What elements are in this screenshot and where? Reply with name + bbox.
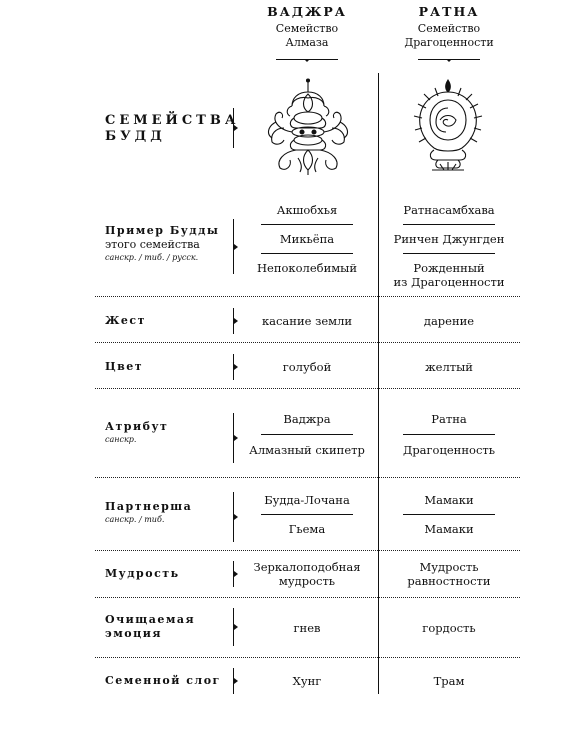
cell-line: Непоколебимый [257, 261, 357, 275]
cell-gesture-vajra: касание земли [261, 314, 353, 328]
cell-line: Рожденный [413, 261, 485, 275]
row-separator [95, 296, 520, 297]
cell-line: Акшобхья [276, 203, 338, 217]
cell-line: Гьема [288, 522, 326, 536]
column-title: РАТНА [418, 4, 480, 19]
cell-color-vajra: голубой [282, 360, 332, 374]
row-label-title: Жест [105, 314, 146, 327]
row-label-title: Мудрость [105, 567, 180, 580]
cell-wisdom-ratna [379, 560, 519, 588]
cell-line: Мамаки [424, 493, 474, 507]
column-subtitle-line: Драгоценности [404, 36, 494, 49]
row-separator [95, 342, 520, 343]
header-rule [276, 59, 338, 60]
column-divider [378, 73, 379, 694]
cell-color-ratna: желтый [425, 360, 473, 374]
row-label-title: Цвет [105, 360, 144, 373]
column-subtitle-line: Семейство [417, 22, 481, 35]
cell-rule [261, 434, 353, 435]
cell-line: Будда-Лочана [264, 493, 350, 507]
row-label-gesture [105, 314, 146, 328]
cell-syllable-ratna: Трам [433, 674, 465, 688]
row-label-buddha [105, 224, 219, 264]
cell-line: Ратнасамбхава [403, 203, 495, 217]
row-label-syllable [105, 674, 221, 688]
cell-gesture-ratna: дарение [423, 314, 475, 328]
cell-rule [261, 253, 353, 254]
cell-line: Мудрость [419, 560, 479, 574]
row-label-note: санскр. / тиб. [105, 515, 165, 524]
cell-line: Зеркалоподобная [253, 560, 361, 574]
cell-line: Ратна [431, 412, 467, 426]
row-separator [95, 388, 520, 389]
column-header-vajra [237, 4, 377, 60]
cell-syllable-vajra: Хунг [292, 674, 322, 688]
row-label-title: Атрибут [105, 420, 169, 433]
cell-consort-ratna [379, 493, 519, 536]
cell-line: Мамаки [424, 522, 474, 536]
row-label-line: СЕМЕЙСТВА [105, 113, 240, 128]
cell-line: Алмазный скипетр [249, 443, 365, 457]
row-label-title: Семенной слог [105, 674, 221, 687]
row-label-wisdom [105, 567, 180, 581]
cell-rule [261, 514, 353, 515]
row-label-families [105, 113, 239, 145]
row-label-color [105, 360, 143, 374]
cell-line: Ринчен Джунгден [393, 232, 505, 246]
row-label-title: Пример Будды [105, 224, 220, 237]
column-subtitle-line: Семейство [275, 22, 339, 35]
cell-rule [261, 224, 353, 225]
row-bracket [233, 108, 240, 148]
row-label-sub: этого семейства [105, 238, 200, 251]
row-separator [95, 550, 520, 551]
row-separator [95, 477, 520, 478]
cell-line: Ваджра [283, 412, 331, 426]
cell-buddha-ratna [379, 203, 519, 289]
row-separator [95, 597, 520, 598]
cell-buddha-vajra [237, 203, 377, 275]
cell-wisdom-vajra [237, 560, 377, 588]
cell-line: из Драгоценности [393, 275, 505, 289]
header-rule [418, 59, 480, 60]
cell-rule [403, 514, 495, 515]
row-separator [95, 657, 520, 658]
cell-line: Микьёпа [279, 232, 335, 246]
jewel-icon [410, 78, 486, 176]
row-label-line: БУДД [105, 129, 166, 144]
column-title: ВАДЖРА [267, 4, 347, 19]
cell-rule [403, 253, 495, 254]
row-label-consort [105, 500, 192, 526]
cell-emotion-ratna: гордость [422, 621, 476, 635]
row-label-line: Очищаемая [105, 613, 196, 626]
cell-attribute-vajra [237, 412, 377, 457]
cell-attribute-ratna [379, 412, 519, 457]
row-label-line: эмоция [105, 627, 163, 640]
cell-rule [403, 434, 495, 435]
cell-emotion-vajra: гнев [293, 621, 321, 635]
row-label-note: санскр. / тиб. / русск. [105, 253, 199, 262]
cell-line: равностности [407, 574, 491, 588]
row-label-attribute [105, 420, 168, 446]
cell-rule [403, 224, 495, 225]
cell-consort-vajra [237, 493, 377, 536]
row-label-emotion [105, 613, 195, 641]
column-header-ratna [379, 4, 519, 60]
row-label-note: санскр. [105, 435, 137, 444]
cell-line: мудрость [278, 574, 336, 588]
vajra-icon [258, 78, 358, 176]
cell-line: Драгоценность [402, 443, 496, 457]
column-subtitle-line: Алмаза [285, 36, 329, 49]
row-label-title: Партнерша [105, 500, 193, 513]
